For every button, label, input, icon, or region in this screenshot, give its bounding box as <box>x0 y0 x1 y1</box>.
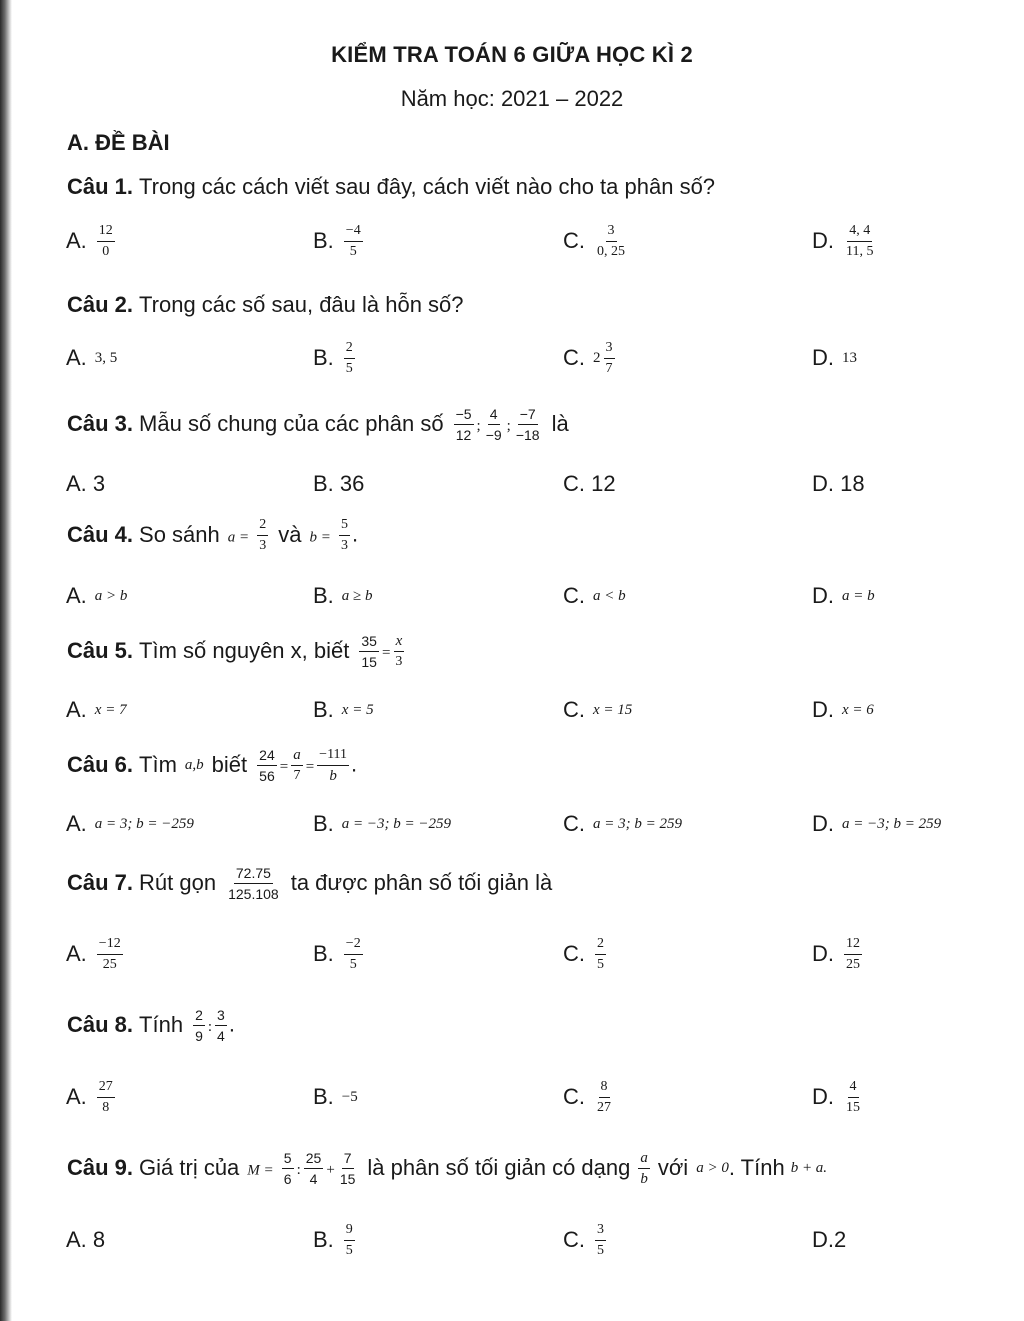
fraction <box>97 222 115 261</box>
option-a <box>66 571 127 621</box>
option-label: A. <box>66 697 87 722</box>
option-c <box>563 685 632 735</box>
option-b: B. 36 <box>313 471 365 496</box>
equals-sign: = <box>305 758 315 775</box>
option-label: B. <box>313 1084 334 1109</box>
option-label: D. <box>812 1084 834 1109</box>
question-text: Trong các cách viết sau đây, cách viết nào cho ta phân số? <box>139 174 716 199</box>
question-2-options <box>0 333 1024 383</box>
option-c <box>563 1215 608 1265</box>
option-a: A. 8 <box>66 1227 106 1252</box>
numerator: −5 <box>454 405 474 425</box>
equation <box>255 746 357 785</box>
option-value: 13 <box>842 349 857 366</box>
numerator: 3 <box>606 222 617 242</box>
option-label: A. <box>66 583 87 608</box>
numerator: −12 <box>97 935 123 955</box>
option-label: D. <box>812 228 834 253</box>
numerator: 9 <box>344 1221 355 1241</box>
option-value: a > b <box>94 587 128 604</box>
option-b <box>313 216 365 266</box>
option-c: C. 12 <box>563 471 616 496</box>
option-label: A. <box>66 941 87 966</box>
option-value: x = 15 <box>593 701 633 718</box>
separator: ; <box>476 417 481 434</box>
fraction <box>215 1006 227 1045</box>
numerator: 4, 4 <box>847 222 872 242</box>
mixed-number <box>593 339 617 378</box>
target-expression: b + a. <box>790 1159 828 1176</box>
denominator: 3 <box>341 537 349 553</box>
denominator: 5 <box>597 1242 604 1258</box>
question-number: Câu 2. <box>67 292 134 317</box>
option-label: C. <box>563 941 585 966</box>
numerator: 12 <box>844 935 862 955</box>
fraction <box>514 405 542 444</box>
question-text: Tính <box>139 1012 184 1037</box>
numerator: 27 <box>97 1078 115 1098</box>
fraction-a-over-b <box>638 1149 650 1188</box>
question-number: Câu 3. <box>67 411 134 436</box>
option-label: D. <box>812 811 834 836</box>
fraction <box>97 1078 115 1117</box>
option-label: C. <box>563 1227 585 1252</box>
option-label: A. <box>66 228 87 253</box>
denominator: 5 <box>349 243 357 259</box>
fraction <box>257 516 268 555</box>
numerator: 24 <box>257 746 277 766</box>
fraction <box>484 405 504 444</box>
question-3-options <box>0 459 1024 509</box>
option-a: A. 3 <box>66 471 106 496</box>
question-8-options <box>0 1072 1024 1122</box>
question-number: Câu 5. <box>67 638 134 663</box>
question-number: Câu 8. <box>67 1012 134 1037</box>
divide-sign: : <box>296 1161 301 1178</box>
numerator: 25 <box>304 1149 324 1169</box>
option-d <box>812 799 941 849</box>
denominator: 5 <box>349 956 357 972</box>
option-d <box>812 929 864 979</box>
option-c <box>563 1072 615 1122</box>
option-d <box>812 571 875 621</box>
fraction <box>193 1006 205 1045</box>
question-7 <box>67 860 994 906</box>
fraction <box>595 935 606 974</box>
fraction <box>97 935 123 974</box>
numerator: 2 <box>257 516 268 536</box>
option-b <box>313 571 373 621</box>
denominator: 15 <box>339 1170 356 1187</box>
question-5 <box>67 628 994 674</box>
denominator: 5 <box>345 1242 353 1258</box>
option-value: 3, 5 <box>94 349 118 366</box>
question-2 <box>67 282 994 328</box>
question-6-options <box>0 799 1024 849</box>
option-b <box>313 1072 358 1122</box>
fraction <box>595 222 627 261</box>
fraction <box>317 746 349 785</box>
period: . <box>352 520 359 546</box>
numerator: 3 <box>604 339 615 359</box>
denominator: 25 <box>102 956 117 972</box>
question-6 <box>67 742 994 788</box>
denominator: −18 <box>515 426 540 443</box>
question-3 <box>67 401 994 447</box>
question-text-2: ta được phân số tối giản là <box>290 870 553 895</box>
fraction <box>844 222 875 261</box>
expression-b <box>310 516 359 555</box>
option-a <box>66 1072 117 1122</box>
option-b <box>313 799 451 849</box>
denominator: 7 <box>605 360 613 376</box>
numerator: 2 <box>344 339 355 359</box>
numerator: 5 <box>339 516 350 536</box>
question-number: Câu 7. <box>67 870 134 895</box>
question-7-options <box>0 929 1024 979</box>
numerator: 72.75 <box>234 864 273 884</box>
question-text: Mẫu số chung của các phân số <box>139 411 444 436</box>
numerator: −4 <box>344 222 363 242</box>
option-c <box>563 571 626 621</box>
option-d <box>812 216 877 266</box>
numerator: 8 <box>599 1078 610 1098</box>
fraction <box>595 1078 613 1117</box>
equation <box>357 632 406 671</box>
expression <box>191 1006 235 1045</box>
exam-title: KIỂM TRA TOÁN 6 GIỮA HỌC KÌ 2 <box>331 42 693 67</box>
option-label: C. <box>563 697 585 722</box>
denominator: 15 <box>361 653 377 670</box>
denominator: 6 <box>283 1170 292 1187</box>
option-label: B. <box>313 811 334 836</box>
option-label: D. <box>812 697 834 722</box>
denominator: 5 <box>597 956 604 972</box>
option-value: x = 7 <box>94 701 127 718</box>
plus-sign: + <box>326 1161 335 1178</box>
option-a <box>66 929 125 979</box>
question-9-options <box>0 1215 1024 1265</box>
fraction <box>338 1149 358 1188</box>
option-label: D. <box>812 345 834 370</box>
fraction <box>257 746 277 785</box>
question-number: Câu 9. <box>67 1155 134 1180</box>
option-b <box>313 929 365 979</box>
option-label: C. <box>563 228 585 253</box>
option-value: x = 6 <box>842 701 874 718</box>
option-value: a < b <box>593 587 626 604</box>
denominator: 3 <box>259 537 267 553</box>
fraction <box>304 1149 324 1188</box>
period: . <box>228 1010 235 1036</box>
option-c <box>563 799 682 849</box>
denominator: 8 <box>102 1099 110 1115</box>
question-1 <box>67 164 994 210</box>
option-label: B. <box>313 345 334 370</box>
school-year: Năm học: 2021 – 2022 <box>400 86 624 111</box>
denominator: 7 <box>293 767 301 783</box>
variable-a: a = <box>227 528 250 545</box>
numerator: a <box>638 1149 650 1169</box>
option-c <box>563 929 608 979</box>
question-text-2: là phân số tối giản có dạng <box>367 1155 631 1180</box>
numerator: 3 <box>215 1006 227 1026</box>
denominator: 125.108 <box>228 885 279 902</box>
fraction <box>344 222 363 261</box>
question-text: Tìm <box>139 752 177 777</box>
option-b <box>313 685 374 735</box>
option-label: C. <box>563 345 585 370</box>
option-label: B. <box>313 941 334 966</box>
denominator: b <box>640 1170 648 1187</box>
denominator: 25 <box>846 956 860 972</box>
equals-sign: = <box>381 644 391 661</box>
whole-part: 2 <box>593 349 601 366</box>
option-c <box>563 216 629 266</box>
question-text: Trong các số sau, đâu là hỗn số? <box>139 292 464 317</box>
numerator: 2 <box>595 935 606 955</box>
denominator: 11, 5 <box>846 243 874 259</box>
expression <box>224 864 283 903</box>
option-b <box>313 333 357 383</box>
denominator: 0, 25 <box>597 243 625 259</box>
fraction <box>282 1149 294 1188</box>
question-9 <box>67 1145 994 1191</box>
conjunction: và <box>278 522 302 547</box>
section-heading: A. ĐỀ BÀI <box>67 130 170 155</box>
numerator: a <box>291 746 303 766</box>
numerator: −7 <box>518 405 538 425</box>
option-value: a = 3; b = 259 <box>593 815 682 832</box>
expression-m <box>247 1149 359 1188</box>
option-label: A. <box>66 811 87 836</box>
question-text-2: biết <box>211 752 248 777</box>
equals-sign: = <box>279 758 289 775</box>
option-label: C. <box>563 811 585 836</box>
numerator: 35 <box>359 632 379 652</box>
denominator: 27 <box>597 1099 611 1115</box>
option-value: a = 3; b = −259 <box>94 815 194 832</box>
fraction <box>226 864 281 903</box>
question-number: Câu 1. <box>67 174 134 199</box>
question-1-options <box>0 216 1024 266</box>
option-value: a = −3; b = 259 <box>842 815 942 832</box>
fraction <box>844 935 862 974</box>
option-label: B. <box>313 583 334 608</box>
fraction <box>454 405 474 444</box>
option-a <box>66 333 117 383</box>
question-text: So sánh <box>139 522 220 547</box>
option-label: A. <box>66 345 87 370</box>
fraction <box>359 632 379 671</box>
option-label: B. <box>313 228 334 253</box>
option-label: C. <box>563 583 585 608</box>
denominator: 4 <box>217 1027 225 1044</box>
denominator: 3 <box>395 653 403 669</box>
denominator: 5 <box>345 360 353 376</box>
numerator: 3 <box>595 1221 606 1241</box>
option-value: a = b <box>842 587 875 604</box>
denominator: 15 <box>846 1099 860 1115</box>
option-value: −5 <box>341 1088 358 1105</box>
question-number: Câu 6. <box>67 752 134 777</box>
numerator: 4 <box>848 1078 859 1098</box>
denominator: −9 <box>485 426 502 443</box>
numerator: 2 <box>193 1006 205 1026</box>
numerator: 5 <box>282 1149 294 1169</box>
fraction-list <box>452 405 544 444</box>
denominator: 9 <box>195 1027 203 1044</box>
numerator: 7 <box>342 1149 354 1169</box>
fraction <box>339 516 350 555</box>
denominator: 12 <box>455 426 472 443</box>
question-text: Tìm số nguyên x, biết <box>139 638 350 663</box>
option-label: B. <box>313 697 334 722</box>
fraction <box>344 339 355 378</box>
question-text-4: . Tính <box>728 1155 785 1180</box>
condition: a > 0 <box>696 1159 729 1176</box>
fraction <box>595 1221 606 1260</box>
fraction <box>604 339 615 378</box>
question-number: Câu 4. <box>67 522 134 547</box>
option-b <box>313 1215 357 1265</box>
question-text-suffix: là <box>551 411 569 436</box>
fraction <box>393 632 404 671</box>
numerator: −2 <box>344 935 363 955</box>
numerator: 4 <box>488 405 500 425</box>
option-d <box>812 685 874 735</box>
question-4 <box>67 512 994 558</box>
option-a <box>66 685 127 735</box>
fraction <box>344 1221 355 1260</box>
fraction <box>844 1078 862 1117</box>
question-4-options <box>0 571 1024 621</box>
denominator: 0 <box>102 243 110 259</box>
option-value: a ≥ b <box>341 587 373 604</box>
denominator: b <box>329 767 337 784</box>
option-d <box>812 1072 864 1122</box>
option-value: x = 5 <box>341 701 374 718</box>
question-text-3: với <box>657 1155 689 1180</box>
question-text: Giá trị của <box>139 1155 240 1180</box>
numerator: −111 <box>317 746 349 766</box>
option-d: D. 18 <box>812 471 865 496</box>
divide-sign: : <box>207 1018 213 1035</box>
expression-a <box>228 516 271 555</box>
option-label: C. <box>563 1084 585 1109</box>
option-label: B. <box>313 1227 334 1252</box>
fraction <box>344 935 363 974</box>
question-text: Rút gọn <box>139 870 217 895</box>
option-a <box>66 216 117 266</box>
option-label: D. <box>812 583 834 608</box>
option-a <box>66 799 194 849</box>
option-label: A. <box>66 1084 87 1109</box>
option-value: a = −3; b = −259 <box>341 815 452 832</box>
variables: a,b <box>184 756 204 773</box>
numerator: 12 <box>97 222 115 242</box>
question-5-options <box>0 685 1024 735</box>
variable-m: M = <box>247 1161 274 1178</box>
fraction <box>291 746 303 785</box>
option-d <box>812 333 857 383</box>
numerator: x <box>394 632 405 652</box>
denominator: 4 <box>309 1170 318 1187</box>
period: . <box>351 750 358 776</box>
option-d: D.2 <box>812 1227 847 1252</box>
denominator: 56 <box>259 767 275 784</box>
question-8 <box>67 1002 994 1048</box>
option-c <box>563 333 617 383</box>
option-label: D. <box>812 941 834 966</box>
separator: ; <box>506 417 511 434</box>
variable-b: b = <box>309 528 331 545</box>
